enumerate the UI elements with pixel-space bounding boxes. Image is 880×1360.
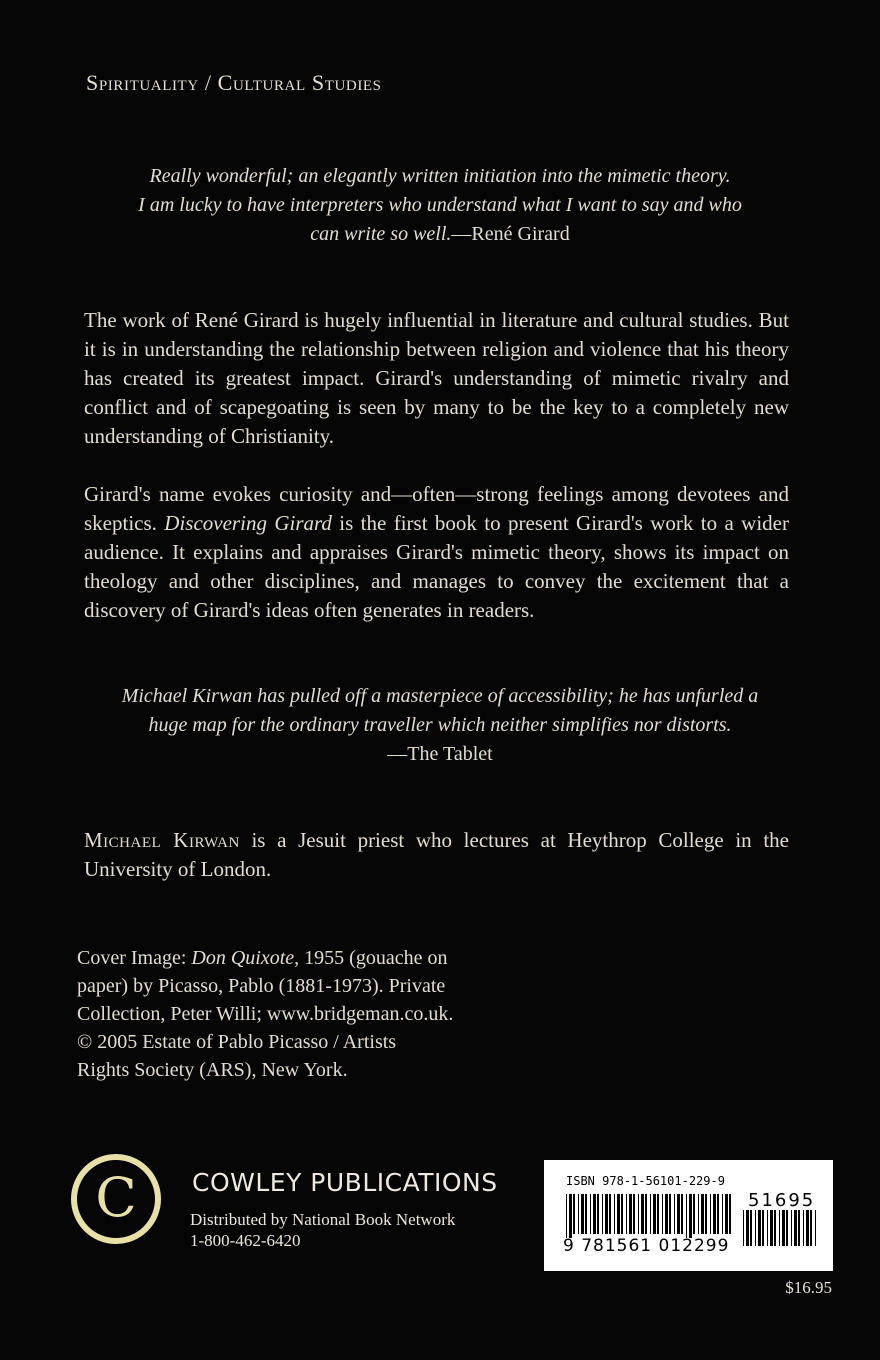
barcode-bar xyxy=(645,1194,647,1234)
barcode-bar xyxy=(585,1194,587,1234)
quote-line: I am lucky to have interpreters who understand what I want to say and who xyxy=(138,194,742,216)
barcode-bar xyxy=(762,1210,764,1246)
distributor-phone: 1-800-462-6420 xyxy=(190,1231,301,1250)
barcode-bar xyxy=(755,1210,756,1246)
book-title: Discovering Girard xyxy=(164,511,332,535)
barcode-bar xyxy=(713,1194,716,1234)
author-name: Michael Kirwan xyxy=(84,828,240,852)
barcode-bar xyxy=(791,1210,792,1246)
barcode-bar xyxy=(626,1194,627,1234)
barcode-bar xyxy=(815,1210,816,1246)
barcode-bar xyxy=(621,1194,623,1234)
credit-line: Rights Society (ARS), New York. xyxy=(77,1059,348,1081)
ean-barcode xyxy=(566,1194,736,1238)
barcode-bar xyxy=(617,1194,620,1234)
barcode-bar xyxy=(569,1194,572,1238)
barcode-bar xyxy=(701,1194,704,1234)
barcode-bar xyxy=(782,1210,785,1246)
quote-attribution: —The Tablet xyxy=(387,743,493,765)
barcode-digits: 9 781561 012299 xyxy=(563,1236,730,1256)
barcode-bar xyxy=(779,1210,780,1246)
endorsement-quote-tablet xyxy=(80,682,800,769)
barcode-bar xyxy=(566,1194,567,1238)
author-bio xyxy=(84,826,789,884)
barcode-bar xyxy=(573,1194,575,1234)
barcode-bar xyxy=(693,1194,695,1234)
barcode-bar xyxy=(593,1194,596,1234)
paragraph-text: is the first book to present Girard's work to a wider audience. It explains and appraises Girard's mimetic theory, shows its impact on theology and other disciplines, and manages to convey the excitement that a discovery of Girard's ideas often generates in readers. xyxy=(84,511,789,622)
quote-attribution: —René Girard xyxy=(451,223,570,245)
quote-line: huge map for the ordinary traveller which neither simplifies nor distorts. xyxy=(148,714,732,736)
endorsement-quote-girard xyxy=(80,162,800,249)
paragraph-text: Girard's name evokes curiosity and—often—strong feelings among devotees and skeptics. xyxy=(84,482,789,535)
barcode-bar xyxy=(710,1194,711,1234)
category-label: Spirituality / Cultural Studies xyxy=(86,70,382,95)
barcode-bar xyxy=(629,1194,632,1234)
cover-image-credit xyxy=(77,944,507,1084)
barcode-bar xyxy=(705,1194,707,1234)
barcode-bar xyxy=(581,1194,584,1234)
logo-letter: C xyxy=(95,1166,137,1229)
quote-italic-fragment: can write so well. xyxy=(310,223,452,245)
publisher-name: COWLEY PUBLICATIONS xyxy=(192,1168,498,1197)
barcode-bar xyxy=(614,1194,615,1234)
barcode-bar xyxy=(689,1194,692,1238)
credit-text: , 1955 (gouache on xyxy=(294,947,448,969)
barcode-bar xyxy=(653,1194,656,1234)
barcode-bar xyxy=(698,1194,699,1234)
barcode-bar xyxy=(810,1210,812,1246)
publisher-logo-icon xyxy=(70,1153,162,1245)
barcode-bar xyxy=(650,1194,651,1234)
barcode-bar xyxy=(786,1210,788,1246)
quote-line: Michael Kirwan has pulled off a masterpiece of accessibility; he has unfurled a xyxy=(121,685,759,707)
barcode-bar xyxy=(798,1210,800,1246)
credit-line: © 2005 Estate of Pablo Picasso / Artists xyxy=(77,1031,397,1053)
barcode-bar xyxy=(722,1194,723,1234)
barcode-bar xyxy=(803,1210,804,1246)
barcode-bar xyxy=(602,1194,603,1234)
barcode-bar xyxy=(597,1194,599,1234)
barcode-bar xyxy=(767,1210,768,1246)
barcode-bar xyxy=(590,1194,591,1234)
price: $16.95 xyxy=(785,1278,832,1297)
addon-digits: 51695 xyxy=(748,1190,816,1211)
barcode-bar xyxy=(717,1194,719,1234)
credit-line: Collection, Peter Willi; www.bridgeman.co.uk. xyxy=(77,1003,454,1025)
barcode-bar xyxy=(677,1194,680,1234)
barcode-bar xyxy=(633,1194,635,1234)
barcode-bar xyxy=(750,1210,752,1246)
barcode-bar xyxy=(806,1210,809,1246)
price-addon-barcode xyxy=(743,1210,821,1254)
barcode-bar xyxy=(770,1210,773,1246)
barcode-bar xyxy=(758,1210,761,1246)
barcode-bar xyxy=(605,1194,608,1234)
barcode-bar xyxy=(609,1194,611,1234)
bio-text: is a Jesuit priest who lectures at Heythrop College in the University of London. xyxy=(84,828,789,881)
barcode-bar xyxy=(681,1194,683,1234)
barcode-bar xyxy=(746,1210,749,1246)
barcode-bar xyxy=(662,1194,663,1234)
barcode-bar xyxy=(657,1194,659,1234)
barcode-bar xyxy=(743,1210,744,1246)
barcode-bar xyxy=(794,1210,797,1246)
description-paragraph-1: The work of René Girard is hugely influential in literature and cultural studies. But it is in understanding the relationship between religion and violence that his theory has created its greatest impact. Girard's understanding of mimetic rivalry and conflict and of scapegoating is seen by many to be the key to a completely new understanding of Christianity. xyxy=(84,308,789,448)
quote-line: Really wonderful; an elegantly written initiation into the mimetic theory. xyxy=(149,165,731,187)
quote-line xyxy=(80,220,800,249)
credit-line: paper) by Picasso, Pablo (1881-1973). Private xyxy=(77,975,446,997)
barcode-bar xyxy=(641,1194,644,1234)
distributor-name: Distributed by National Book Network xyxy=(190,1210,456,1229)
barcode-bar xyxy=(638,1194,639,1234)
barcode-bar xyxy=(686,1194,687,1238)
description-paragraph-2 xyxy=(84,480,789,625)
barcode-bar xyxy=(669,1194,671,1234)
barcode-bar xyxy=(729,1194,731,1234)
isbn-label: ISBN 978-1-56101-229-9 xyxy=(566,1174,725,1188)
barcode-bar xyxy=(665,1194,668,1234)
credit-line xyxy=(77,944,507,972)
barcode-bar xyxy=(774,1210,776,1246)
distributor-info xyxy=(190,1209,455,1251)
barcode-bar xyxy=(578,1194,579,1234)
barcode-bar xyxy=(725,1194,728,1234)
barcode-bar xyxy=(674,1194,675,1234)
artwork-title: Don Quixote xyxy=(191,947,295,969)
credit-prefix: Cover Image: xyxy=(77,947,192,969)
